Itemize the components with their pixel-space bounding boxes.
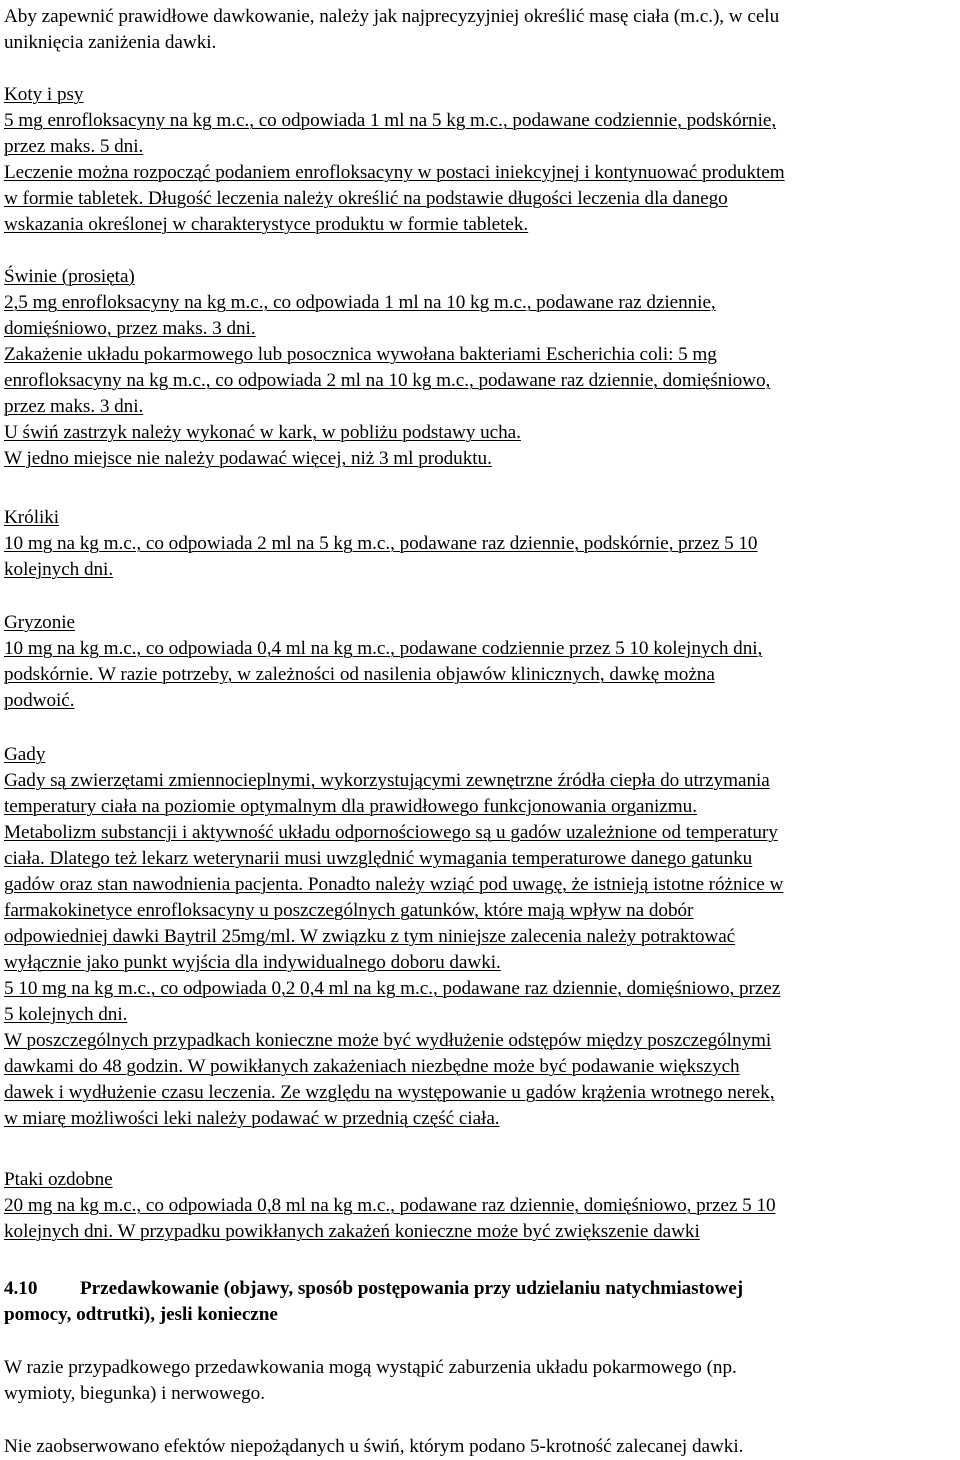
section-title-reptiles: Gady	[4, 744, 46, 765]
reptiles-line-5	[4, 872, 783, 898]
rodents-line-3: podwoić.	[4, 690, 75, 711]
reptiles-line-9: 5 10 mg na kg m.c., co odpowiada 0,2 0,4 ml na kg m.c., podawane raz dziennie, domięśniowo, przez	[4, 978, 781, 999]
overdose-para-2: Nie zaobserwowano efektów niepożądanych u świń, którym podano 5-krotność zalecanej dawki.	[4, 1436, 744, 1457]
cats-dogs-line-5: wskazania określonej w charakterystyce produktu w formie tabletek.	[4, 214, 529, 235]
reptiles-line-13b: Ze względu na występowanie u gadów krążenia wrotnego nerek,	[275, 1082, 775, 1103]
reptiles-line-5a: gadów oraz stan nawodnienia pacjenta.	[4, 874, 304, 895]
rodents-line-1: 10 mg na kg m.c., co odpowiada 0,4 ml na kg m.c., podawane codziennie przez 5 10 kolejnych dni,	[4, 638, 763, 659]
pigs-line-4: enrofloksacyny na kg m.c., co odpowiada 2 ml na 10 kg m.c., podawane raz dziennie, domięśniowo,	[4, 370, 771, 391]
pigs-line-3: Zakażenie układu pokarmowego lub posocznica wywołana bakteriami Escherichia coli: 5 mg	[4, 344, 717, 365]
reptiles-line-2: temperatury ciała na poziomie optymalnym dla prawidłowego funkcjonowania organizmu.	[4, 796, 697, 817]
overdose-para-1-line-2: wymioty, biegunka) i nerwowego.	[4, 1383, 265, 1404]
reptiles-line-11: W poszczególnych przypadkach konieczne może być wydłużenie odstępów między poszczególnymi	[4, 1030, 772, 1051]
pigs-line-5: przez maks. 3 dni.	[4, 396, 144, 417]
section-4-10-title-line-2: pomocy, odtrutki), jesli konieczne	[4, 1304, 278, 1325]
reptiles-line-4a: ciała.	[4, 848, 45, 869]
birds-line-1: 20 mg na kg m.c., co odpowiada 0,8 ml na kg m.c., podawane raz dziennie, domięśniowo, przez 5 10	[4, 1195, 776, 1216]
pigs-line-2: domięśniowo, przez maks. 3 dni.	[4, 318, 256, 339]
reptiles-line-7b: W związku z tym niniejsze zalecenia należy potraktować	[295, 926, 736, 947]
section-4-10-number: 4.10	[4, 1278, 38, 1299]
reptiles-line-14: w miarę możliwości leki należy podawać w przednią część ciała.	[4, 1108, 500, 1129]
pigs-line-1: 2,5 mg enrofloksacyny na kg m.c., co odpowiada 1 ml na 10 kg m.c., podawane raz dziennie,	[4, 292, 716, 313]
cats-dogs-line-4a: w formie tabletek.	[4, 188, 144, 209]
reptiles-line-13a: dawek i wydłużenie czasu leczenia.	[4, 1082, 276, 1103]
section-4-10-heading	[4, 1276, 743, 1302]
intro-line-1: Aby zapewnić prawidłowe dawkowanie, należy jak najprecyzyjniej określić masę ciała (m.c.), w celu	[4, 6, 780, 27]
section-title-cats-dogs: Koty i psy	[4, 84, 84, 105]
rabbits-line-2: kolejnych dni.	[4, 559, 114, 580]
reptiles-line-1: Gady są zwierzętami zmiennocieplnymi, wykorzystującymi zewnętrzne źródła ciepła do utrzymania	[4, 770, 770, 791]
birds-line-2	[4, 1219, 700, 1245]
overdose-para-1-line-1: W razie przypadkowego przedawkowania mogą wystąpić zaburzenia układu pokarmowego (np.	[4, 1357, 737, 1378]
section-title-birds: Ptaki ozdobne	[4, 1169, 113, 1190]
section-title-rodents: Gryzonie	[4, 612, 75, 633]
rodents-line-2a: podskórnie.	[4, 664, 94, 685]
reptiles-line-3: Metabolizm substancji i aktywność układu odpornościowego są u gadów uzależnione od temperatury	[4, 822, 778, 843]
reptiles-line-5b: Ponadto należy wziąć pod uwagę, że istnieją istotne różnice w	[303, 874, 784, 895]
cats-dogs-line-3: Leczenie można rozpocząć podaniem enrofloksacyny w postaci iniekcyjnej i kontynuować produktem	[4, 162, 785, 183]
cats-dogs-line-4	[4, 186, 728, 212]
rabbits-line-1: 10 mg na kg m.c., co odpowiada 2 ml na 5 kg m.c., podawane raz dziennie, podskórnie, przez 5 10	[4, 533, 758, 554]
cats-dogs-line-4b: Długość leczenia należy określić na podstawie długości leczenia dla danego	[143, 188, 728, 209]
rodents-line-2b: W razie potrzeby, w zależności od nasilenia objawów klinicznych, dawkę można	[93, 664, 715, 685]
reptiles-line-13	[4, 1080, 774, 1106]
section-title-pigs: Świnie (prosięta)	[4, 266, 135, 287]
section-4-10-title-line-1: Przedawkowanie (objawy, sposób postępowania przy udzielaniu natychmiastowej	[80, 1278, 744, 1299]
reptiles-line-12a: dawkami do 48 godzin.	[4, 1056, 184, 1077]
reptiles-line-4b: Dlatego też lekarz weterynarii musi uwzględnić wymagania temperaturowe danego gatunku	[44, 848, 753, 869]
reptiles-line-10: 5 kolejnych dni.	[4, 1004, 128, 1025]
reptiles-line-12b: W powikłanych zakażeniach niezbędne może być podawanie większych	[183, 1056, 740, 1077]
reptiles-line-7a: odpowiedniej dawki Baytril 25mg/ml.	[4, 926, 296, 947]
reptiles-line-6: farmakokinetyce enrofloksacyny u poszczególnych gatunków, które mają wpływ na dobór	[4, 900, 694, 921]
pigs-line-7: W jedno miejsce nie należy podawać więcej, niż 3 ml produktu.	[4, 448, 492, 469]
cats-dogs-line-1: 5 mg enrofloksacyny na kg m.c., co odpowiada 1 ml na 5 kg m.c., podawane codziennie, podskórnie,	[4, 110, 777, 131]
birds-line-2a: kolejnych dni.	[4, 1221, 114, 1242]
section-title-rabbits: Króliki	[4, 507, 60, 528]
reptiles-line-7	[4, 924, 735, 950]
intro-line-2: uniknięcia zaniżenia dawki.	[4, 32, 217, 53]
rodents-line-2	[4, 662, 715, 688]
birds-line-2b: W przypadku powikłanych zakażeń konieczne może być zwiększenie dawki	[113, 1221, 700, 1242]
pigs-line-6: U świń zastrzyk należy wykonać w kark, w pobliżu podstawy ucha.	[4, 422, 521, 443]
reptiles-line-4	[4, 846, 752, 872]
cats-dogs-line-2: przez maks. 5 dni.	[4, 136, 144, 157]
reptiles-line-8: wyłącznie jako punkt wyjścia dla indywidualnego doboru dawki.	[4, 952, 501, 973]
reptiles-line-12	[4, 1054, 740, 1080]
